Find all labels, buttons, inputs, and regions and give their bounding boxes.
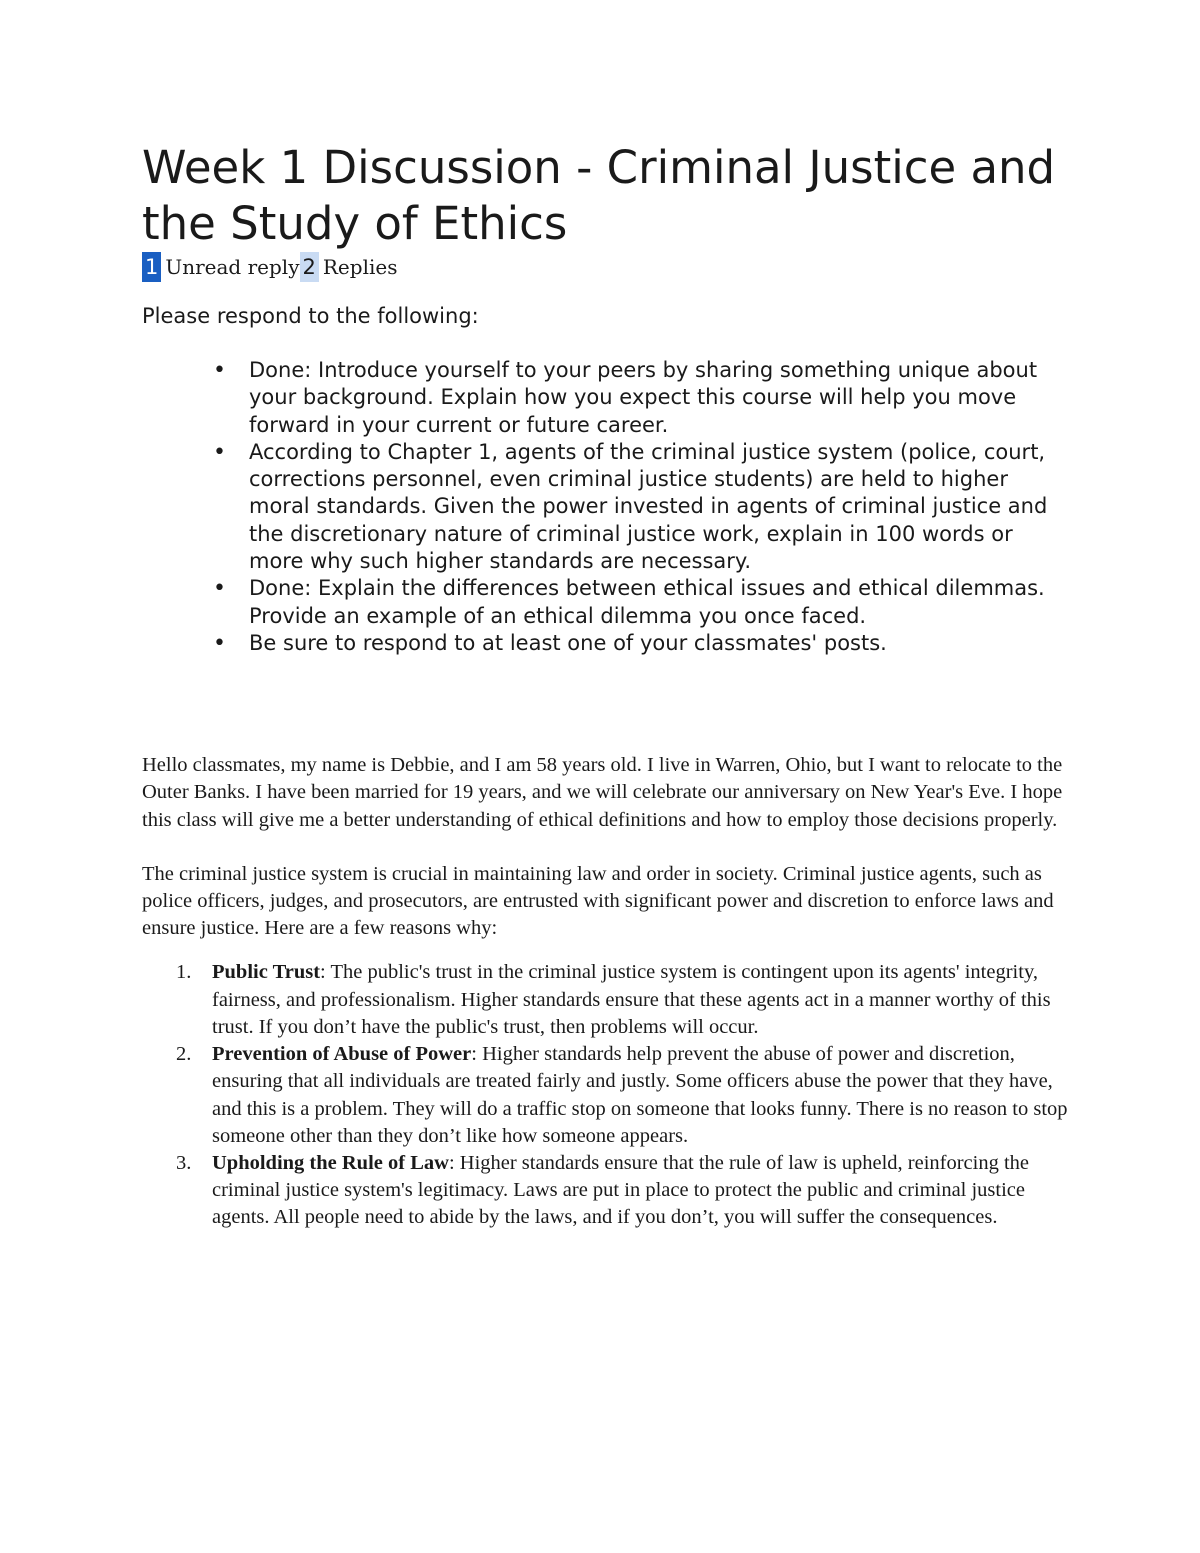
unread-count-badge[interactable]: 1 (142, 252, 161, 282)
answer-introduction: Hello classmates, my name is Debbie, and I am 58 years old. I live in Warren, Ohio, but I want to relocate to the Outer Banks. I have been married for 19 years, and we will celebrate our anniversary on New Year's Eve. I hope this class will give me a better understanding of ethical definitions and how to employ those decisions properly. (142, 754, 1063, 831)
bullet-icon: • (213, 439, 226, 465)
reason-number: 1. (176, 961, 192, 984)
total-replies-badge[interactable]: 2 (300, 252, 319, 282)
bullet-icon: • (213, 630, 226, 656)
reason-term: Prevention of Abuse of Power (212, 1043, 472, 1066)
prompt-item (213, 357, 1072, 439)
reply-counts (142, 252, 1072, 282)
reasons-list (142, 959, 1072, 1231)
prompt-item-text: Done: Explain the differences between ethical issues and ethical dilemmas. Provide an example of an ethical dilemma you once faced. (249, 576, 1045, 628)
reason-number: 3. (176, 1151, 192, 1174)
prompt-item (213, 439, 1072, 575)
prompt-item-text: Done: Introduce yourself to your peers by sharing something unique about your background. Explain how you expect this course will help you move forward in your current or future career. (249, 358, 1038, 437)
prompt-item-text: Be sure to respond to at least one of your classmates' posts. (249, 630, 887, 655)
bullet-icon: • (213, 358, 226, 383)
reason-term: Public Trust (212, 961, 321, 984)
prompt-list (142, 357, 1072, 657)
bullet-icon: • (213, 576, 226, 602)
unread-reply-label: Unread reply (165, 255, 300, 279)
total-replies-label: Replies (322, 255, 398, 279)
reason-item (176, 1041, 1072, 1150)
prompt-item (213, 630, 1072, 657)
page-title: Week 1 Discussion - Criminal Justice and the Study of Ethics (142, 141, 1056, 250)
reason-term: Upholding the Rule of Law (212, 1151, 449, 1174)
prompt-item (213, 575, 1072, 630)
reason-text: : Higher standards help prevent the abuse of power and discretion, ensuring that all individuals are treated fairly and justly. Some officers abuse the power that they have, and this is a problem. They will do a traffic stop on someone that looks funny. There is no reason to stop someone other than they don’t like how someone appears. (212, 1043, 1068, 1147)
reason-text: : Higher standards ensure that the rule of law is upheld, reinforcing the criminal justice system's legitimacy. Laws are put in place to protect the public and criminal justice agents. All people need to abide by the laws, and if you don’t, you will suffer the consequences. (212, 1151, 1030, 1229)
reason-text: : The public's trust in the criminal justice system is contingent upon its agents' integrity, fairness, and professionalism. Higher standards ensure that these agents act in a manner worthy of this trust. If you don’t have the public's trust, then problems will occur. (212, 961, 1051, 1038)
document-page (142, 140, 1072, 1232)
prompt-item-text: According to Chapter 1, agents of the criminal justice system (police, court, corrections personnel, even criminal justice students) are held to higher moral standards. Given the power invested in agents of criminal justice and the discretionary nature of criminal justice work, explain in 100 words or more why such higher standards are necessary. (249, 439, 1048, 574)
reason-number: 2. (176, 1043, 192, 1066)
answer-body: The criminal justice system is crucial in maintaining law and order in society. Criminal justice agents, such as police officers, judges, and prosecutors, are entrusted with significant power and discretion to enforce laws and ensure justice. Here are a few reasons why: (142, 862, 1054, 940)
reason-item (176, 959, 1072, 1041)
reason-item (176, 1150, 1072, 1232)
prompt-intro: Please respond to the following: (142, 304, 479, 328)
